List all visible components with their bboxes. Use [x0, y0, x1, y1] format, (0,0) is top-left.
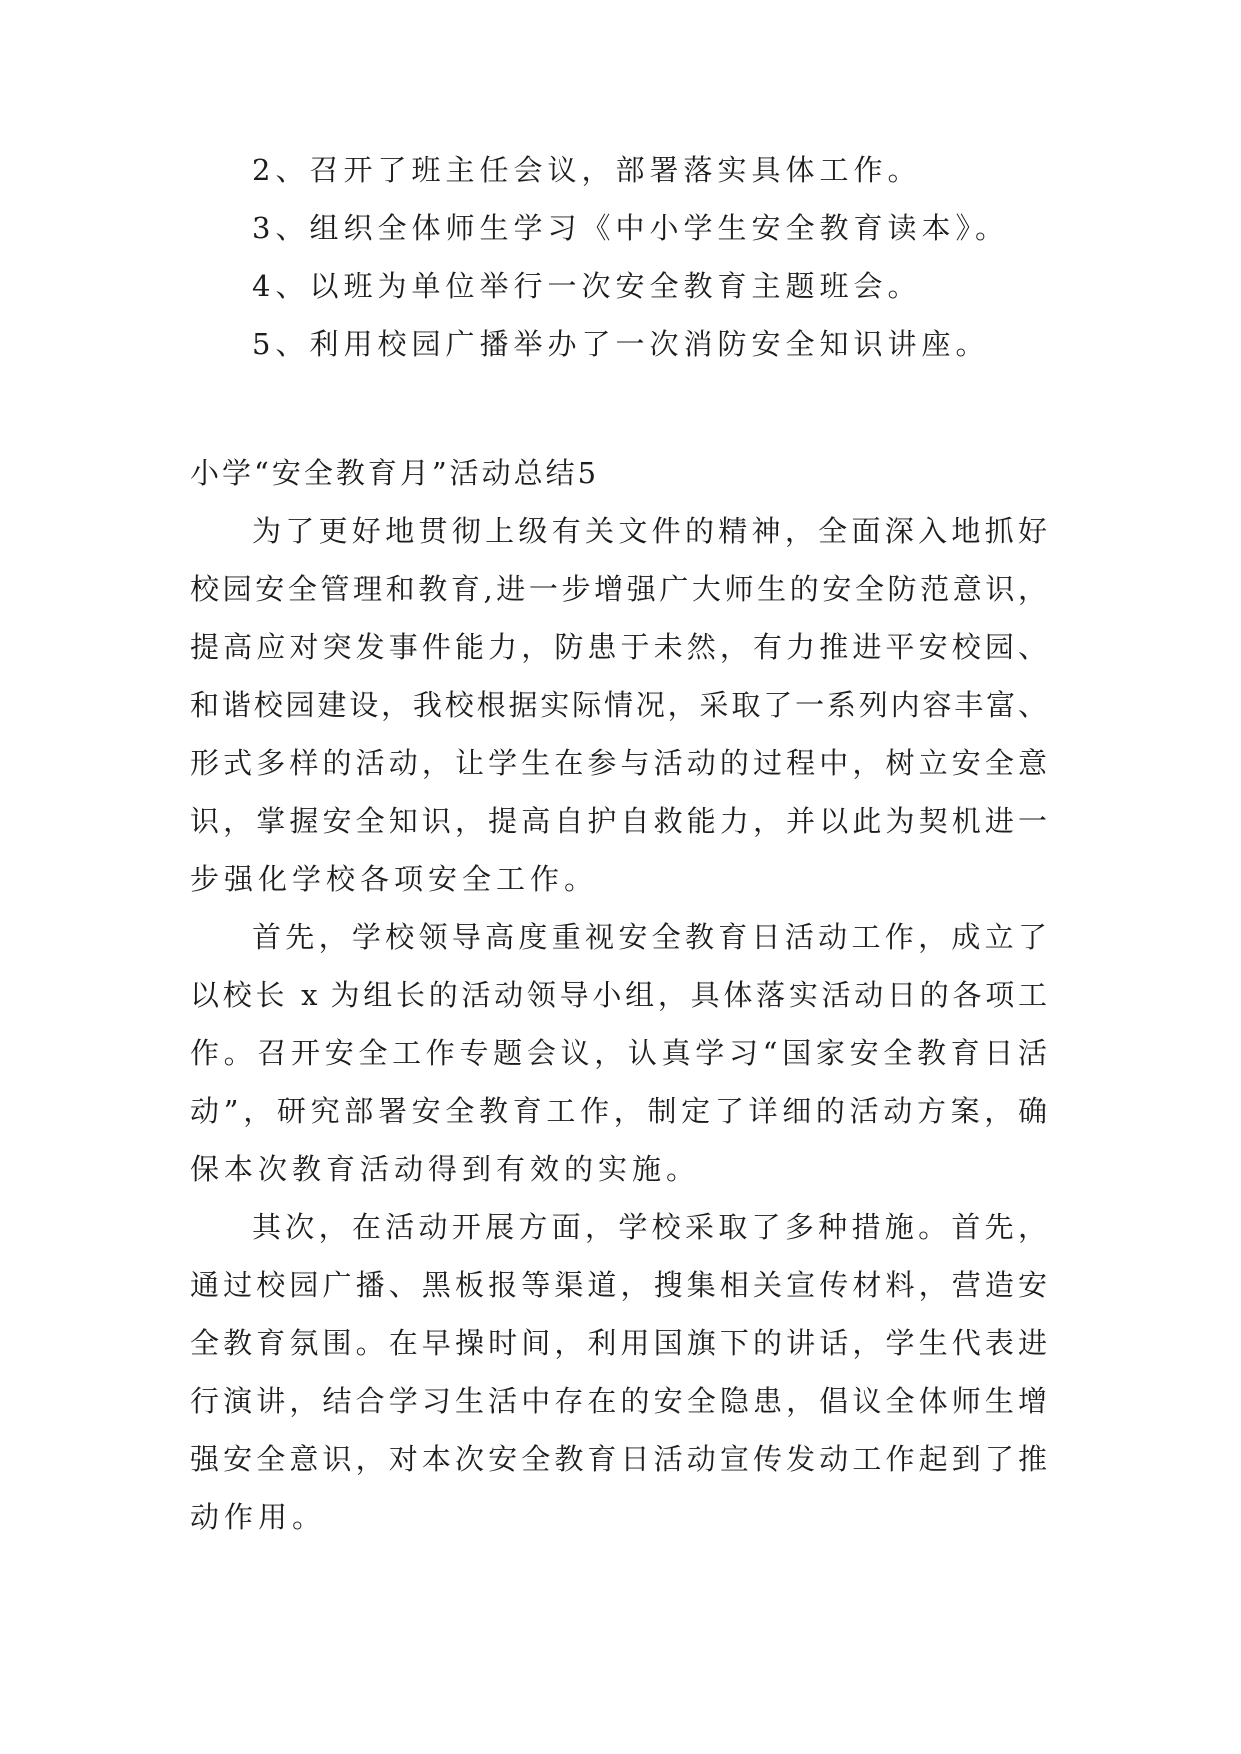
paragraph-line: 作。召开安全工作专题会议，认真学习“国家安全教育日活: [190, 1036, 1047, 1070]
paragraph-line: 首先，学校领导高度重视安全教育日活动工作，成立了: [252, 920, 1047, 954]
paragraph-line: 为了更好地贯彻上级有关文件的精神，全面深入地抓好: [252, 514, 1047, 548]
paragraph-line: 强安全意识，对本次安全教育日活动宣传发动工作起到了推: [190, 1442, 1047, 1476]
paragraph-line: 提高应对突发事件能力，防患于未然，有力推进平安校园、: [190, 630, 1047, 664]
paragraph-line: 动”，研究部署安全教育工作，制定了详细的活动方案，确: [190, 1094, 1047, 1128]
list-item: 3、组织全体师生学习《中小学生安全教育读本》。: [252, 211, 1009, 245]
paragraph-line: 动作用。: [190, 1500, 327, 1534]
paragraph-line: 校园安全管理和教育,进一步增强广大师生的安全防范意识，: [190, 572, 1047, 606]
paragraph-line: 行演讲，结合学习生活中存在的安全隐患，倡议全体师生增: [190, 1384, 1047, 1418]
paragraph-line: 以校长 x 为组长的活动领导小组，具体落实活动日的各项工: [190, 978, 1047, 1012]
list-item: 4、以班为单位举行一次安全教育主题班会。: [252, 269, 922, 303]
paragraph-line: 识，掌握安全知识，提高自护自救能力，并以此为契机进一: [190, 804, 1047, 838]
section-title: 小学“安全教育月”活动总结5: [190, 456, 600, 490]
paragraph-line: 全教育氛围。在早操时间，利用国旗下的讲话，学生代表进: [190, 1326, 1047, 1360]
paragraph-line: 通过校园广播、黑板报等渠道，搜集相关宣传材料，营造安: [190, 1268, 1047, 1302]
paragraph-line: 和谐校园建设，我校根据实际情况，采取了一系列内容丰富、: [190, 688, 1047, 722]
paragraph-line: 步强化学校各项安全工作。: [190, 862, 599, 896]
paragraph-line: 保本次教育活动得到有效的实施。: [190, 1152, 701, 1186]
list-item: 5、利用校园广播举办了一次消防安全知识讲座。: [252, 327, 990, 361]
list-item: 2、召开了班主任会议，部署落实具体工作。: [252, 153, 922, 187]
paragraph-line: 形式多样的活动，让学生在参与活动的过程中，树立安全意: [190, 746, 1047, 780]
paragraph-line: 其次，在活动开展方面，学校采取了多种措施。首先，: [252, 1210, 1047, 1244]
